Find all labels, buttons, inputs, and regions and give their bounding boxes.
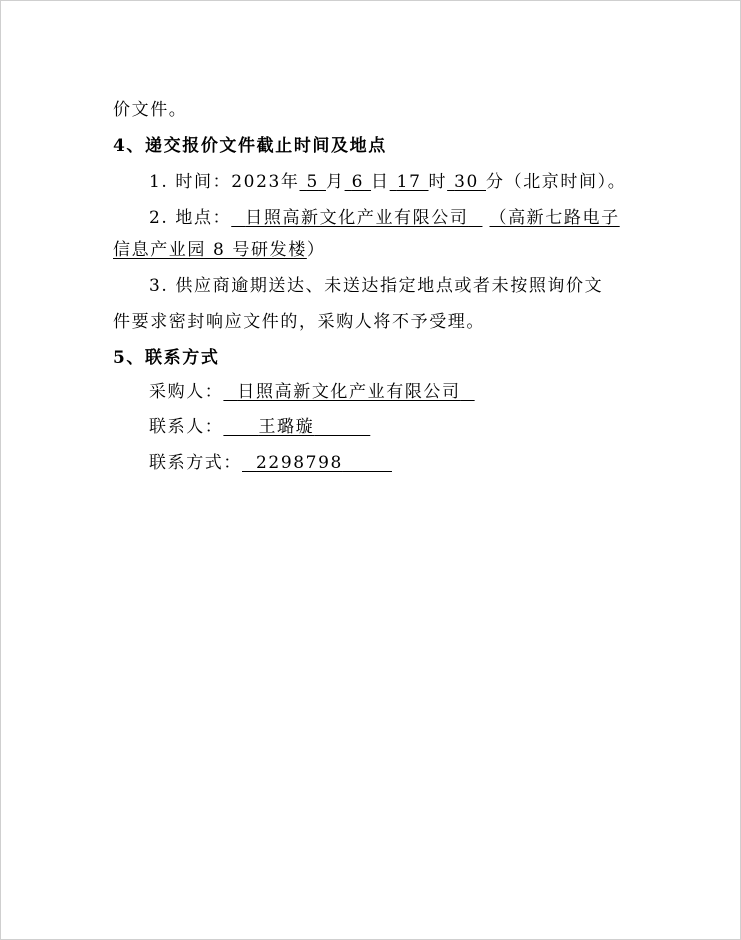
time-month: 5 [306,172,319,192]
purchaser-line [149,381,475,403]
place-label: 2. 地点： [149,208,232,228]
contact-label: 联系人： [149,417,224,437]
time-minute-field [447,172,486,192]
time-day-unit: 日 [371,172,390,192]
time-hour-unit: 时 [428,172,448,192]
continuation-text [113,99,187,121]
purchaser-label: 采购人： [149,382,224,402]
time-hour-field [390,172,429,192]
section-5-heading [113,347,219,369]
section-5-heading-text: 5、联系方式 [113,348,220,368]
contact-field [223,417,370,437]
section-4-heading-text: 4、递交报价文件截止时间及地点 [113,136,387,156]
place-address-close: ） [306,240,326,260]
section-4-heading [113,135,387,157]
late-submission-text-2: 件要求密封响应文件的，采购人将不予受理。 [113,312,485,332]
time-month-unit: 月 [325,172,345,192]
deadline-time-line [149,171,626,193]
contact-value: 王璐璇 [258,417,315,437]
contact-line [149,416,370,438]
time-month-field [300,172,326,192]
late-submission-line-1 [149,275,603,297]
time-day: 6 [351,172,365,192]
phone-label: 联系方式： [149,453,242,473]
place-address-line2: 信息产业园 8 号研发楼 [113,240,307,260]
time-hour: 17 [396,172,422,192]
phone-line [149,452,392,474]
phone-value: 2298798 [256,453,343,473]
place-value-field [231,208,482,228]
time-day-field [345,172,371,192]
time-year: 2023 [231,172,281,192]
purchaser-value: 日照高新文化产业有限公司 [237,382,461,402]
time-year-unit: 年 [280,172,300,192]
time-minute-unit: 分（北京时间）。 [486,172,627,192]
time-minute: 30 [454,172,479,192]
continuation-text-span: 价文件。 [113,100,188,120]
deadline-place-line [149,207,620,229]
purchaser-field [223,382,474,402]
place-value: 日照高新文化产业有限公司 [245,208,469,228]
time-label: 1. 时间： [149,172,232,192]
place-address-line1: （高新七路电子 [489,208,620,228]
late-submission-line-2 [113,311,485,333]
phone-field [242,453,392,473]
late-submission-text-1: 3. 供应商逾期送达、未送达指定地点或者未按照询价文 [149,276,604,296]
deadline-place-line-2 [113,239,325,261]
